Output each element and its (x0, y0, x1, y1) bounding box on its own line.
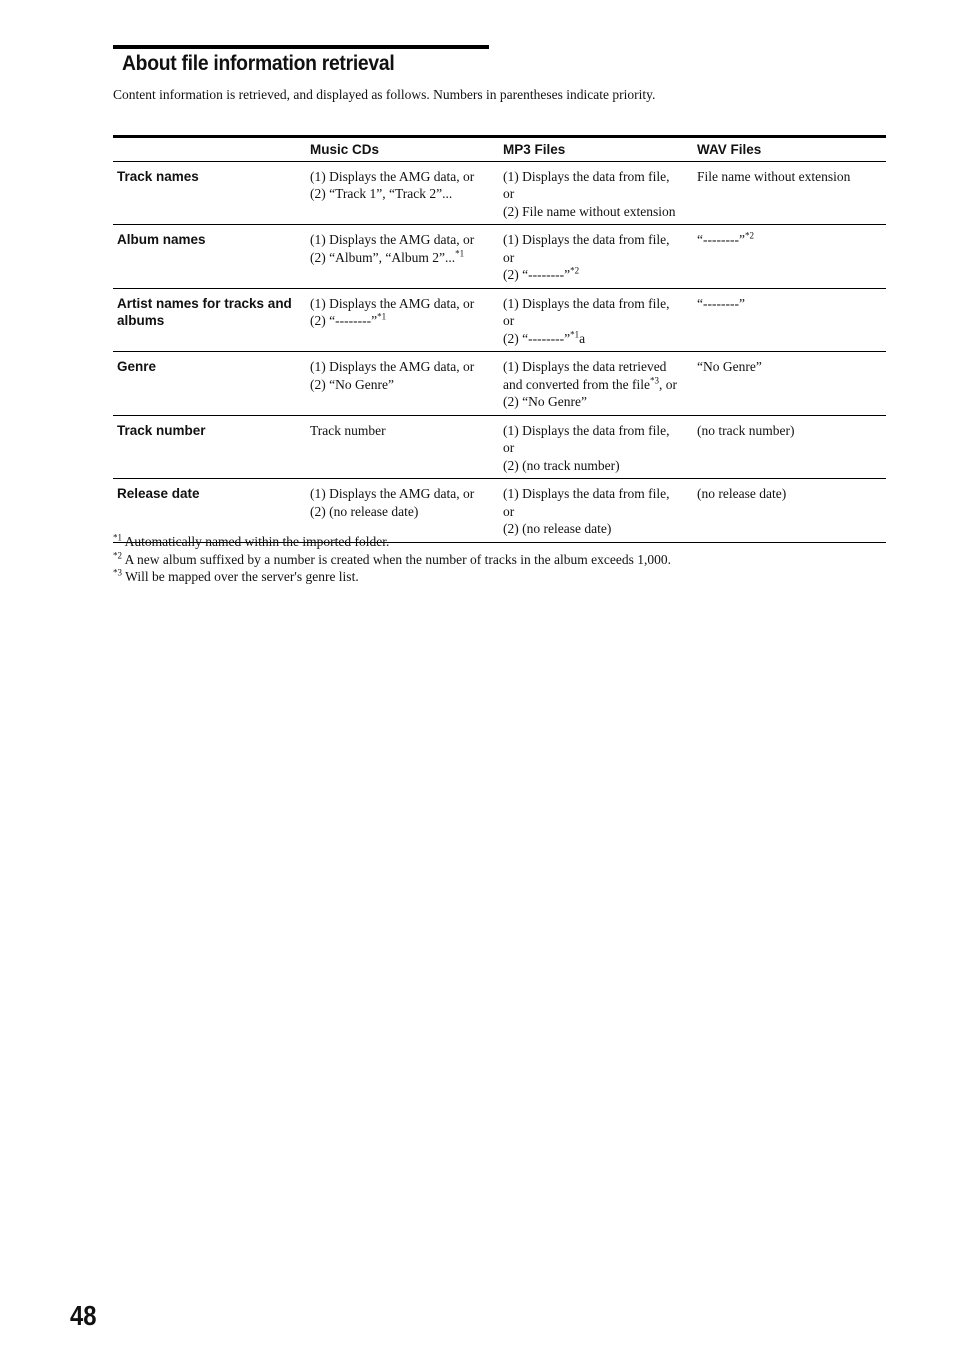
column-header-mp3-files: MP3 Files (503, 142, 566, 157)
cell-text: (1) Displays the data from file, (503, 168, 670, 184)
footnote-reference: *3 (649, 375, 659, 385)
cell-text: (no track number) (697, 422, 795, 438)
table-row (113, 161, 886, 225)
row-label: Album names (117, 232, 206, 247)
cell-music-cds (306, 225, 499, 289)
cell-text: Track number (310, 422, 386, 438)
cell-text: (2) File name without extension (503, 203, 676, 219)
table-header-row (113, 137, 886, 162)
cell-line (503, 231, 690, 249)
cell-line (503, 312, 690, 330)
cell-music-cds (306, 352, 499, 416)
footnote-reference: *1 (570, 329, 580, 339)
cell-line (310, 312, 496, 330)
row-label: Track number (117, 422, 206, 438)
footnote (113, 551, 671, 569)
column-header-wav-files: WAV Files (697, 142, 762, 157)
cell-text: or (503, 186, 515, 201)
cell-text: (2) “--------” (503, 330, 571, 346)
page-title: About file information retrieval (122, 52, 395, 75)
column-header-label (113, 137, 306, 162)
cell-text: (2) “--------” (503, 267, 571, 282)
cell-wav-files (693, 479, 886, 543)
footnote-reference: *2 (744, 230, 754, 241)
cell-text: or (503, 313, 515, 328)
footnote-text: A new album suffixed by a number is created when the number of tracks in the album exceeds 1,000. (122, 551, 671, 567)
table-body (113, 161, 886, 542)
cell-text: File name without extension (697, 168, 851, 184)
cell-text: (2) “Album”, “Album 2”... (310, 249, 456, 265)
cell-text: (2) “--------” (310, 313, 378, 328)
cell-line (310, 422, 496, 440)
cell-line (697, 485, 883, 503)
column-header-music-cds: Music CDs (310, 142, 380, 157)
footnote-reference: *1 (377, 311, 387, 322)
cell-text: (1) Displays the data retrieved (503, 359, 667, 374)
cell-text: (2) “Track 1”, “Track 2”... (310, 186, 453, 201)
cell-music-cds (306, 288, 499, 352)
table-row (113, 225, 886, 289)
cell-line (310, 295, 496, 313)
cell-wav-files (693, 288, 886, 352)
cell-line (503, 376, 690, 394)
cell-mp3-files (499, 415, 693, 479)
cell-text: (1) Displays the AMG data, or (310, 232, 475, 247)
footnote-text: Will be mapped over the server's genre list. (122, 569, 359, 584)
file-info-table (113, 135, 886, 543)
cell-line (503, 439, 690, 457)
cell-text: (1) Displays the data from file, (503, 232, 670, 247)
footnote-mark: *1 (113, 532, 122, 543)
footnote-text: Automatically named within the imported folder. (122, 534, 390, 549)
cell-text: (1) Displays the data from file, (503, 422, 670, 438)
cell-line (503, 249, 690, 267)
cell-line (503, 393, 690, 411)
title-rule (113, 45, 489, 49)
cell-line (310, 185, 496, 203)
cell-line (503, 168, 690, 186)
cell-line (310, 231, 496, 249)
cell-text: (no release date) (697, 486, 787, 501)
cell-text: (1) Displays the data from file, (503, 295, 670, 311)
row-label: Artist names for tracks and albums (117, 295, 292, 328)
cell-line (310, 376, 496, 394)
cell-line (310, 503, 496, 521)
cell-line (697, 231, 883, 249)
cell-line (503, 330, 690, 348)
cell-wav-files (693, 415, 886, 479)
cell-text: (1) Displays the AMG data, or (310, 486, 475, 501)
cell-text: (2) (no release date) (310, 503, 419, 519)
cell-wav-files (693, 225, 886, 289)
cell-text: or (503, 249, 515, 265)
cell-text: (2) “No Genre” (310, 376, 394, 392)
cell-text: “No Genre” (697, 359, 762, 374)
cell-text: (1) Displays the data from file, (503, 486, 670, 501)
intro-text: Content information is retrieved, and displayed as follows. Numbers in parentheses indicate priority. (113, 87, 656, 102)
row-label: Release date (117, 486, 200, 501)
cell-music-cds (306, 161, 499, 225)
footnote (113, 568, 671, 586)
cell-mp3-files (499, 161, 693, 225)
footnote-reference: *1 (455, 248, 465, 258)
footnote-mark: *2 (113, 550, 122, 560)
cell-line (697, 295, 883, 313)
cell-line (503, 485, 690, 503)
cell-text-suffix: a (579, 330, 586, 346)
table-row (113, 415, 886, 479)
cell-line (503, 422, 690, 440)
cell-line (503, 266, 690, 284)
cell-line (310, 358, 496, 376)
cell-mp3-files (499, 288, 693, 352)
cell-line (503, 295, 690, 313)
cell-text: (2) “No Genre” (503, 394, 587, 409)
cell-line (503, 185, 690, 203)
cell-line (503, 503, 690, 521)
cell-text: “--------” (697, 232, 745, 247)
cell-text: or (503, 503, 515, 519)
cell-line (503, 203, 690, 221)
cell-text: or (503, 440, 515, 455)
cell-line (310, 249, 496, 267)
cell-music-cds (306, 415, 499, 479)
table-row (113, 288, 886, 352)
footnote-mark: *3 (113, 567, 122, 578)
row-label: Track names (117, 168, 199, 184)
row-label: Genre (117, 359, 157, 374)
cell-text: (2) (no track number) (503, 457, 620, 473)
cell-text: (1) Displays the AMG data, or (310, 359, 475, 374)
table-row (113, 352, 886, 416)
cell-wav-files (693, 161, 886, 225)
cell-line (697, 358, 883, 376)
cell-line (697, 422, 883, 440)
cell-line (503, 457, 690, 475)
cell-mp3-files (499, 352, 693, 416)
footnotes (113, 533, 671, 586)
page-number: 48 (70, 1300, 97, 1331)
cell-line (503, 358, 690, 376)
cell-text: (2) (no release date) (503, 521, 612, 536)
cell-text: (1) Displays the AMG data, or (310, 168, 475, 184)
cell-wav-files (693, 352, 886, 416)
cell-text: (1) Displays the AMG data, or (310, 295, 475, 311)
footnote-reference: *2 (570, 265, 580, 276)
cell-text: “--------” (697, 295, 745, 311)
cell-line (310, 485, 496, 503)
cell-line (310, 168, 496, 186)
cell-mp3-files (499, 225, 693, 289)
cell-text: and converted from the file (503, 376, 650, 392)
footnote (113, 533, 671, 551)
cell-text-suffix: , or (658, 376, 677, 392)
cell-line (697, 168, 883, 186)
